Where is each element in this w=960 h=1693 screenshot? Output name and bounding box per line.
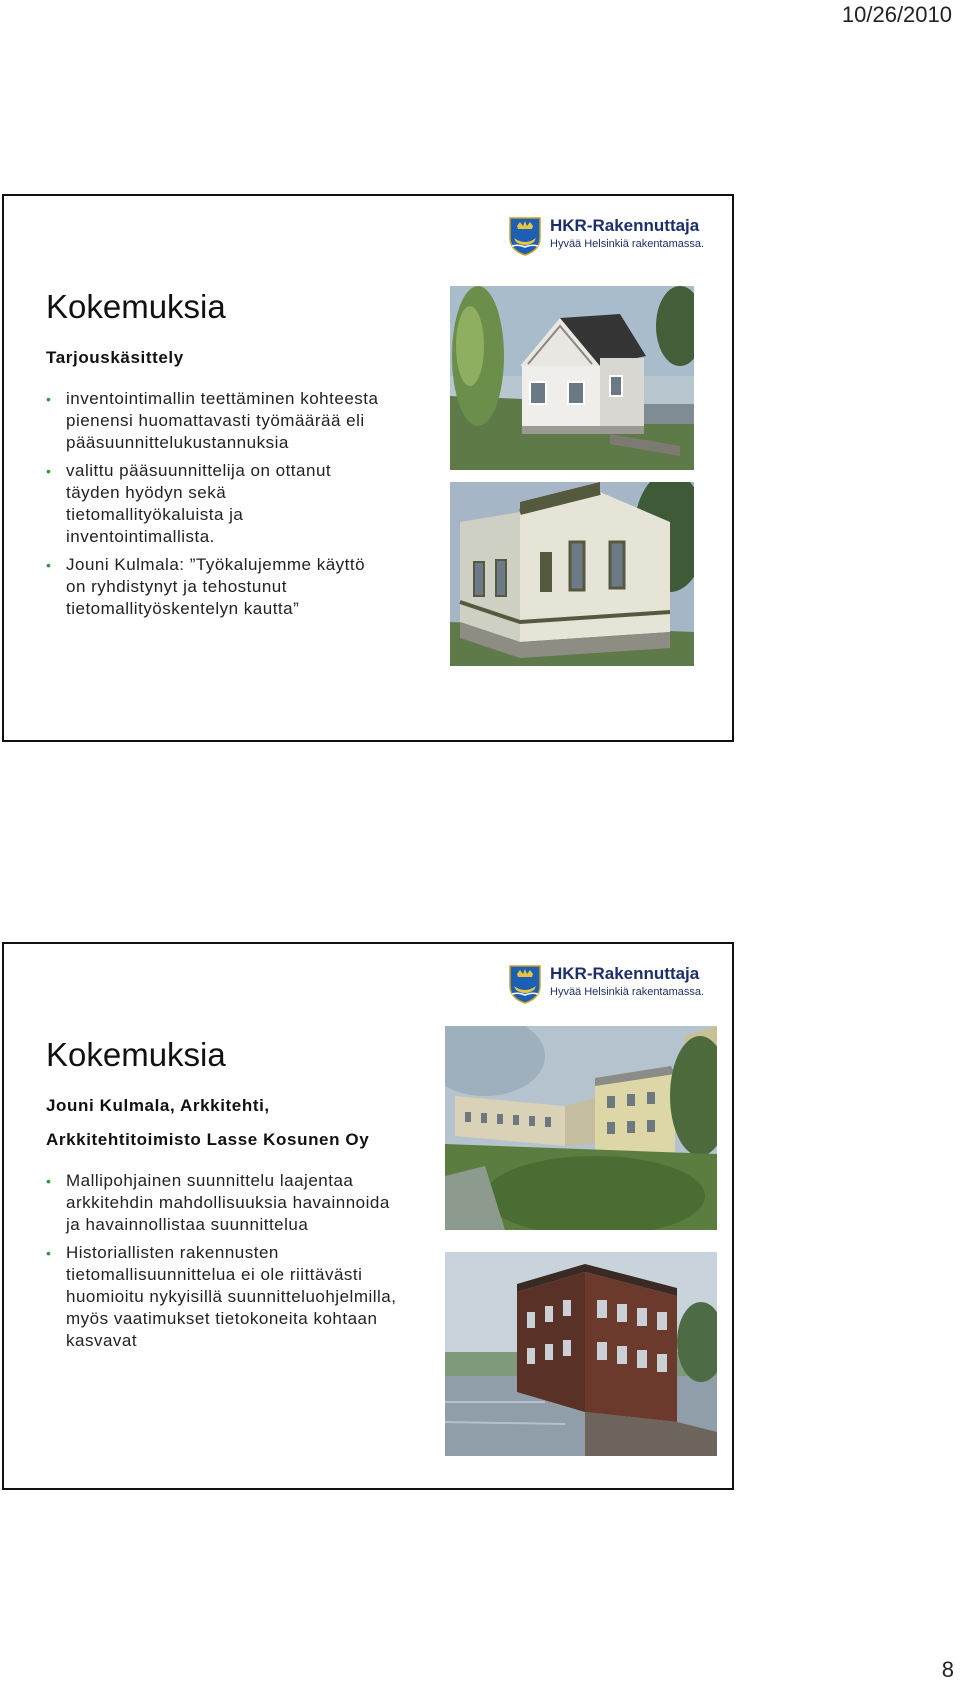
list-item: • Mallipohjainen suunnittelu laajentaa arkkitehdin mahdollisuuksia havainnoida ja havainnollistaa suunnittelua [46, 1171, 390, 1234]
slide-subtitle-line-2: Arkkitehtitoimisto Lasse Kosunen Oy [46, 1130, 370, 1149]
list-item: • valittu pääsuunnittelija on ottanut täyden hyödyn sekä tietomallityökaluista ja inventointimallista. [46, 461, 332, 546]
slide-title: Kokemuksia [46, 1036, 226, 1073]
page-number: 8 [941, 1657, 954, 1682]
slide-subtitle: Tarjouskäsittely [46, 348, 184, 367]
list-item: • Historiallisten rakennusten tietomallisuunnittelua ei ole riittävästi huomioitu nykyisillä suunnitteluohjelmilla, myös vaatimukset tietokoneita kohtaan kasvavat [46, 1243, 397, 1350]
logo-tagline: Hyvää Helsinkiä rakentamassa. [550, 986, 705, 998]
helsinki-crest-icon [508, 216, 542, 256]
logo-brand: HKR-Rakennuttaja [550, 216, 700, 235]
list-item: • Jouni Kulmala: ”Työkalujemme käyttö on ryhdistynyt ja tehostunut tietomallityöskentelyn kautta” [46, 555, 366, 618]
bullet-icon: • [46, 391, 52, 407]
hkr-logo [508, 216, 706, 260]
bullet-list [46, 388, 386, 626]
bullet-icon: • [46, 463, 52, 479]
slide-1 [2, 194, 734, 742]
list-item: • inventointimallin teettäminen kohteesta pienensi huomattavasti työmäärää eli pääsuunnittelukustannuksia [46, 389, 379, 452]
slide-2 [2, 942, 734, 1490]
bullet-icon: • [46, 557, 52, 573]
house-render-image-2 [450, 482, 694, 666]
slide-subtitle-line-1: Jouni Kulmala, Arkkitehti, [46, 1096, 270, 1115]
logo-tagline: Hyvää Helsinkiä rakentamassa. [550, 238, 705, 250]
print-date: 10/26/2010 [841, 2, 952, 27]
courtyard-render-image [445, 1026, 717, 1230]
helsinki-crest-icon [508, 964, 542, 1004]
bullet-icon: • [46, 1245, 52, 1261]
brick-building-render-image [445, 1252, 717, 1456]
logo-brand: HKR-Rakennuttaja [550, 964, 700, 983]
bullet-list [46, 1170, 406, 1358]
bullet-icon: • [46, 1173, 52, 1189]
hkr-logo [508, 964, 706, 1008]
slide-title: Kokemuksia [46, 288, 226, 325]
house-render-image-1 [450, 286, 694, 470]
